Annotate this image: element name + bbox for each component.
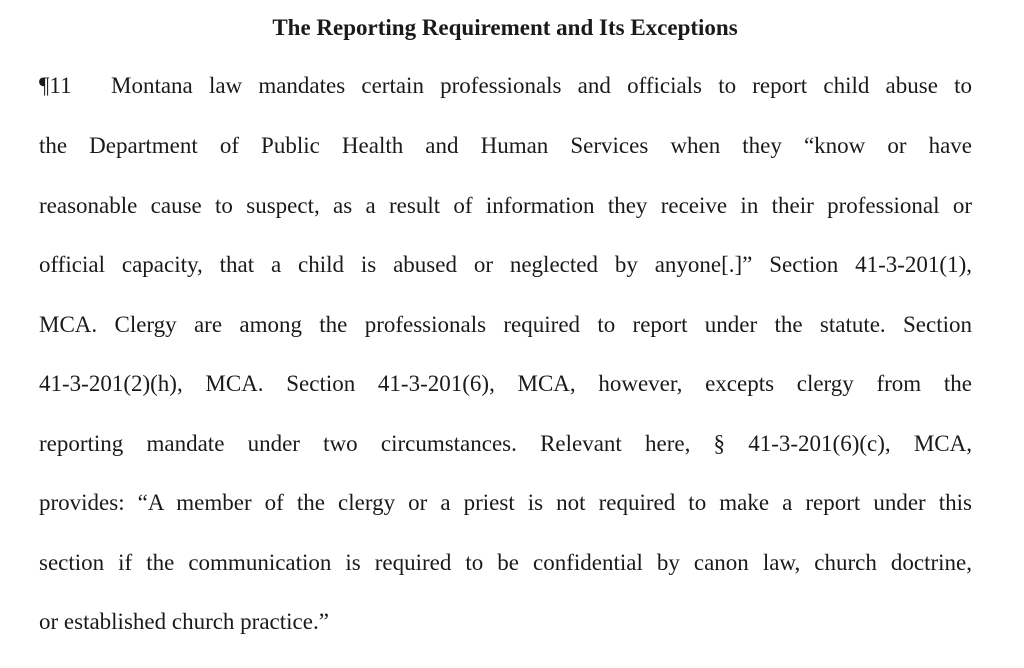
paragraph-line-5: MCA. Clergy are among the professionals required to report under the statute. Section [39, 312, 972, 337]
paragraph-line-8: provides: “A member of the clergy or a priest is not required to make a report under this [39, 490, 972, 515]
paragraph-line-6: 41-3-201(2)(h), MCA. Section 41-3-201(6), MCA, however, excepts clergy from the [39, 371, 972, 396]
paragraph-line-3: reasonable cause to suspect, as a result of information they receive in their professional or [39, 193, 972, 218]
paragraph-line-1 [39, 69, 972, 103]
paragraph-line-7: reporting mandate under two circumstances. Relevant here, § 41-3-201(6)(c), MCA, [39, 431, 972, 456]
paragraph-line-2: the Department of Public Health and Human Services when they “know or have [39, 133, 972, 158]
paragraph-line-4: official capacity, that a child is abused or neglected by anyone[.]” Section 41-3-201(1), [39, 252, 972, 277]
paragraph-number: ¶11 [39, 73, 72, 98]
section-heading: The Reporting Requirement and Its Exceptions [272, 15, 738, 40]
paragraph-line-9: section if the communication is required to be confidential by canon law, church doctrine, [39, 550, 972, 575]
paragraph-line-text: Montana law mandates certain professionals and officials to report child abuse to [111, 73, 972, 98]
paragraph-line-10: or established church practice.” [39, 609, 329, 634]
